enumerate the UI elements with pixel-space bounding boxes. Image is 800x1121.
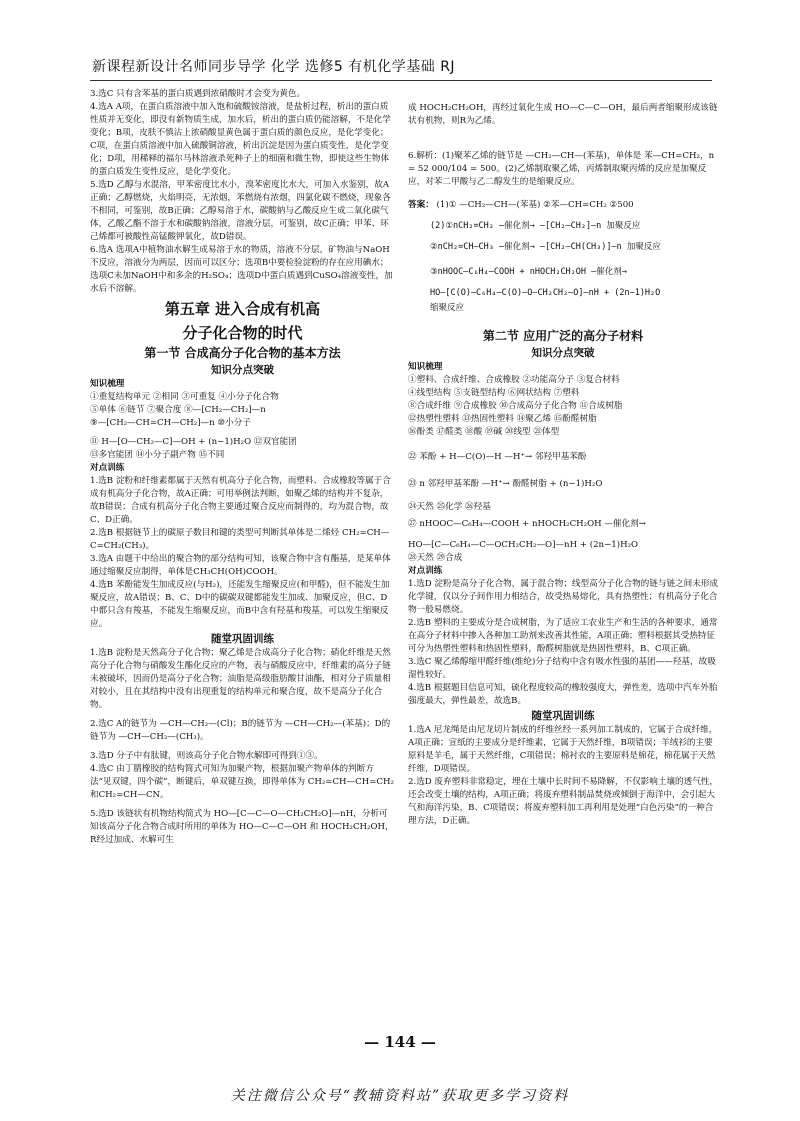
running-header: 新课程新设计名师同步导学 化学 选修5 有机化学基础 RJ: [92, 59, 456, 75]
equation: ②nCH₂=CH—CH₃ —催化剂→ —[CH₂—CH(CH₃)]—n 加聚反应: [430, 242, 661, 252]
page-number: — 144 —: [364, 1033, 436, 1051]
review-item: 2.选C A的链节为 —CH—CH₂—(Cl)；B的链节为 —CH—CH₂—(苯基)；D的链节为 —CH—CH₂—(CH₃)。: [90, 719, 391, 742]
knowledge-line: ④线型结构 ⑤支链型结构 ⑥网状结构 ⑦塑料: [408, 388, 580, 398]
answer-line: (1)① —CH₂—CH—(苯基) ②苯—CH=CH₂ ②500: [436, 200, 634, 210]
answer-paragraph: 5.选D 乙醇与水混溶，甲苯密度比水小，溴苯密度比水大，可加入水鉴别，故A正确；乙醇燃烧，火焰明亮，无浓烟，苯燃烧有浓烟，四氯化碳不燃烧，现象各不相同，可鉴别，故B正确；乙醇易溶于水，碳酸钠与乙酸反应生成二氧化碳气体，乙酸乙酯不溶于水和碳酸钠溶液，溶液分层，可鉴别，故C正确；甲苯、环己烯都可被酸性高锰酸钾氧化，故D错误。: [90, 180, 391, 242]
answer-paragraph: 6.解析：(1)聚苯乙烯的链节是 —CH₂—CH—(苯基)，单体是 苯—CH=CH₂，n = 52 000/104 = 500。(2)乙烯制取聚乙烯，丙烯制取聚丙烯的反应是加聚反应，对苯二甲酸与乙二醇发生的是缩聚反应。: [408, 151, 715, 187]
practice-label: 对点训练: [408, 566, 443, 576]
review-item: 1.选B 淀粉是天然高分子化合物；聚乙烯是合成高分子化合物；硝化纤维是天然高分子化合物与硝酸发生酯化反应的产物，表与硝酸反应中，纤维素的高分子链未被破坏，因而仍是高分子化合物；油脂是高级脂肪酸甘油酯，相对分子质量相对较小，且在其结构中没有出现重复的结构单元和聚合度，故不是高分子化合物。: [90, 648, 391, 710]
practice-item: 4.选B 苯酚能发生加成反应(与H₂)，还能发生缩聚反应(和甲醛)，但不能发生加聚反应，故A错误；B、C、D中的碳碳双键都能发生加成、加聚反应，但C、D中都只含有羧基，不能发生缩聚反应，而B中含有羟基和羧基，可以发生缩聚反应。: [90, 580, 390, 629]
subsection-title: 知识分点突破: [531, 347, 595, 359]
knowledge-line: ⑫热塑性塑料 ⑬热固性塑料 ⑭聚乙烯 ⑮酚醛树脂: [408, 414, 597, 424]
knowledge-line: ㉓ n 邻羟甲基苯酚 —H⁺→ 酚醛树脂 + (n−1)H₂O: [408, 479, 603, 489]
review-item: 5.选D 该链状有机物结构简式为 HO—[C—C—O—CH₂CH₂O]—nH，分析可知该高分子化合物合成时所用的单体为 HO—C—C—OH 和 HOCH₂CH₂OH，R经过加成、水解可生: [90, 809, 394, 845]
subsection-title: 知识分点突破: [211, 364, 274, 376]
practice-item: 3.选A 由题干中给出的聚合物的部分结构可知，该聚合物中含有酯基，是某单体通过缩聚反应制得，单体是CH₃CH(OH)COOH。: [90, 554, 391, 577]
answer-paragraph: 4.选A A项，在蛋白质溶液中加入饱和硫酸铵溶液，是盐析过程，析出的蛋白质性质并无变化，即没有新物质生成，加水后，析出的蛋白质仍能溶解，不是化学变化；B项，皮肤不慎沾上浓硝酸显黄色属于蛋白质的颜色反应，是化学变化；C项，在蛋白质溶液中加入硫酸铜溶液，析出沉淀是因为蛋白质变性，是化学变化；D项，用稀释的福尔马林溶液杀死种子上的细菌和微生物，即使这些生物体的蛋白质发生变性反应，是化学变化。: [90, 102, 391, 177]
knowledge-line: ①塑料、合成纤维、合成橡胶 ②功能高分子 ③复合材料: [408, 375, 620, 385]
answer-paragraph: 成 HOCH₂CH₂OH，再经过氧化生成 HO—C—C—OH，最后两者缩聚形成该链状有机物，则R为乙烯。: [408, 103, 718, 126]
left-column: [90, 88, 395, 847]
practice-item: 4.选B 根据题目信息可知，硫化程度较高的橡胶强度大，弹性差，选项中汽车外胎强度最大，弹性最差，故选B。: [408, 683, 718, 706]
equation: HO—[C(O)—C₆H₄—C(O)—O—CH₂CH₂—O]—nH + (2n−1)H₂O: [430, 288, 661, 298]
right-column: [408, 88, 718, 828]
knowledge-line: HO—[C—C₆H₄—C—OCH₂CH₂—O]—nH + (2n−1)H₂O: [408, 540, 639, 550]
knowledge-line: ㉘天然 ㉙合成: [408, 553, 463, 563]
knowledge-line: ㉗ nHOOC—C₆H₄—COOH + nHOCH₂CH₂OH —催化剂→: [408, 519, 646, 529]
knowledge-line: ⑧合成纤维 ⑨合成橡胶 ⑩合成高分子化合物 ⑪合成树脂: [408, 401, 623, 411]
review-item: 4.选C 由丁腈橡胶的结构简式可知为加聚产物，根据加聚产物单体的判断方法“见双键，四个碳”，断键后，单双键互换，即得单体为 CH₂=CH—CH=CH₂和CH₂=CH—CN。: [90, 764, 394, 800]
knowledge-line: ①重复结构单元 ②相同 ③可重复 ④小分子化合物: [90, 392, 279, 402]
knowledge-line: ㉒ 苯酚 + H—C(O)—H —H⁺→ 邻羟甲基苯酚: [408, 452, 587, 462]
knowledge-line: ⑯酚类 ⑰醛类 ⑱酸 ⑲碱 ⑳线型 ㉑体型: [408, 427, 560, 437]
knowledge-line: ⑤单体 ⑥链节 ⑦聚合度 ⑧—[CH₂—CH₂]—n: [90, 405, 266, 415]
chapter-title-line2: 分子化合物的时代: [182, 324, 303, 342]
knowledge-line: ⑪ H—[O—CH₂—C]—OH + (n−1)H₂O ⑫双官能团: [90, 437, 297, 447]
review-title: 随堂巩固训练: [211, 633, 274, 645]
equation: (2)①nCH₂=CH₂ —催化剂→ —[CH₂—CH₂]—n 加聚反应: [430, 221, 641, 231]
equation: ③nHOOC—C₆H₄—COOH + nHOCH₂CH₂OH —催化剂→: [430, 267, 627, 277]
header-rule: [90, 80, 712, 81]
chapter-title: 第五章 进入合成有机高: [164, 300, 321, 318]
equation-note: 缩聚反应: [430, 303, 465, 313]
section-title: 第一节 合成高分子化合物的基本方法: [144, 346, 341, 360]
practice-item: 1.选D 淀粉是高分子化合物，属于混合物；线型高分子化合物的链与链之间未形成化学键，仅以分子间作用力相结合，故受热易熔化，具有热塑性；有机高分子化合物一般易燃烧。: [408, 579, 719, 615]
answer-paragraph: 3.选C 只有含苯基的蛋白质遇到浓硝酸时才会变为黄色。: [90, 89, 306, 99]
practice-item: 1.选B 淀粉和纤维素都属于天然有机高分子化合物，而塑料、合成橡胶等属于合成有机高分子化合物，故A正确；可用举例法判断，如聚乙烯的结构并不复杂，故B错误；合成有机高分子化合物主要通过聚合反应而制得的，均为混合物，故C、D正确。: [90, 476, 391, 525]
practice-label: 对点训练: [90, 463, 125, 473]
knowledge-line: ㉔天然 ㉕化学 ㉖羟基: [408, 502, 491, 512]
knowledge-label: 知识梳理: [408, 362, 443, 372]
practice-item: 2.选B 根据链节上的碳原子数目和键的类型可判断其单体是二烯烃 CH₂=CH—C=CH₂(CH₃)。: [90, 528, 390, 551]
knowledge-line: ⑬多官能团 ⑭小分子副产物 ⑮不同: [90, 450, 225, 460]
knowledge-line: ⑨—[CH₂—CH=CH—CH₂]—n ⑩小分子: [90, 418, 251, 428]
answer-label: 答案：: [408, 200, 434, 210]
practice-item: 3.选C 聚乙烯醇缩甲醛纤维(维纶)分子结构中含有吸水性强的基团——羟基，故吸湿性较好。: [408, 657, 716, 680]
review-item: 3.选D 分子中有肽键，则该高分子化合物水解即可得到①③。: [90, 751, 323, 761]
practice-item: 2.选B 塑料的主要成分是合成树脂，为了适应工农业生产和生活的各种要求，通常在高分子材料中掺入各种加工助剂来改善其性能，A项正确；塑料根据其受热特征可分为热塑性塑料和热固性塑料，酚醛树脂就是热固性塑料，B、C项正确。: [408, 618, 718, 654]
footer-note: 关注微信公众号“教辅资料站”获取更多学习资料: [230, 1088, 570, 1104]
review-item: 2.选D 废弃塑料非常稳定，埋在土壤中长时间不易降解，不仅影响土壤的透气性，还会改变土壤的结构，A项正确；将废弃塑料制品焚烧或倾倒于海洋中，会引起大气和海洋污染，B、C项错误；将废弃塑料加工再利用是处理“白色污染”的一种合理方法，D正确。: [408, 777, 719, 826]
review-item: 1.选A 尼龙绳是由尼龙切片制成的纤维丝经一系列加工制成的，它属于合成纤维，A项正确；宣纸的主要成分是纤维素，它属于天然纤维，B项错误；羊绒衫的主要原料是羊毛，属于天然纤维，C项错误；棉衬衣的主要原料是棉花，棉花属于天然纤维，D项错误。: [408, 725, 718, 774]
knowledge-label: 知识梳理: [90, 379, 125, 389]
review-title: 随堂巩固训练: [531, 710, 595, 722]
section-title: 第二节 应用广泛的高分子材料: [482, 329, 644, 343]
answer-paragraph: 6.选A 选项A中植物油水解生成易溶于水的物质，溶液不分层，矿物油与NaOH不反应，溶液分为两层，因而可以区分；选项B中要检验淀粉的存在应用碘水；选项C未加NaOH中和多余的H₂SO₄；选项D中蛋白质遇到CuSO₄溶液变性，加水后不溶解。: [90, 245, 393, 294]
